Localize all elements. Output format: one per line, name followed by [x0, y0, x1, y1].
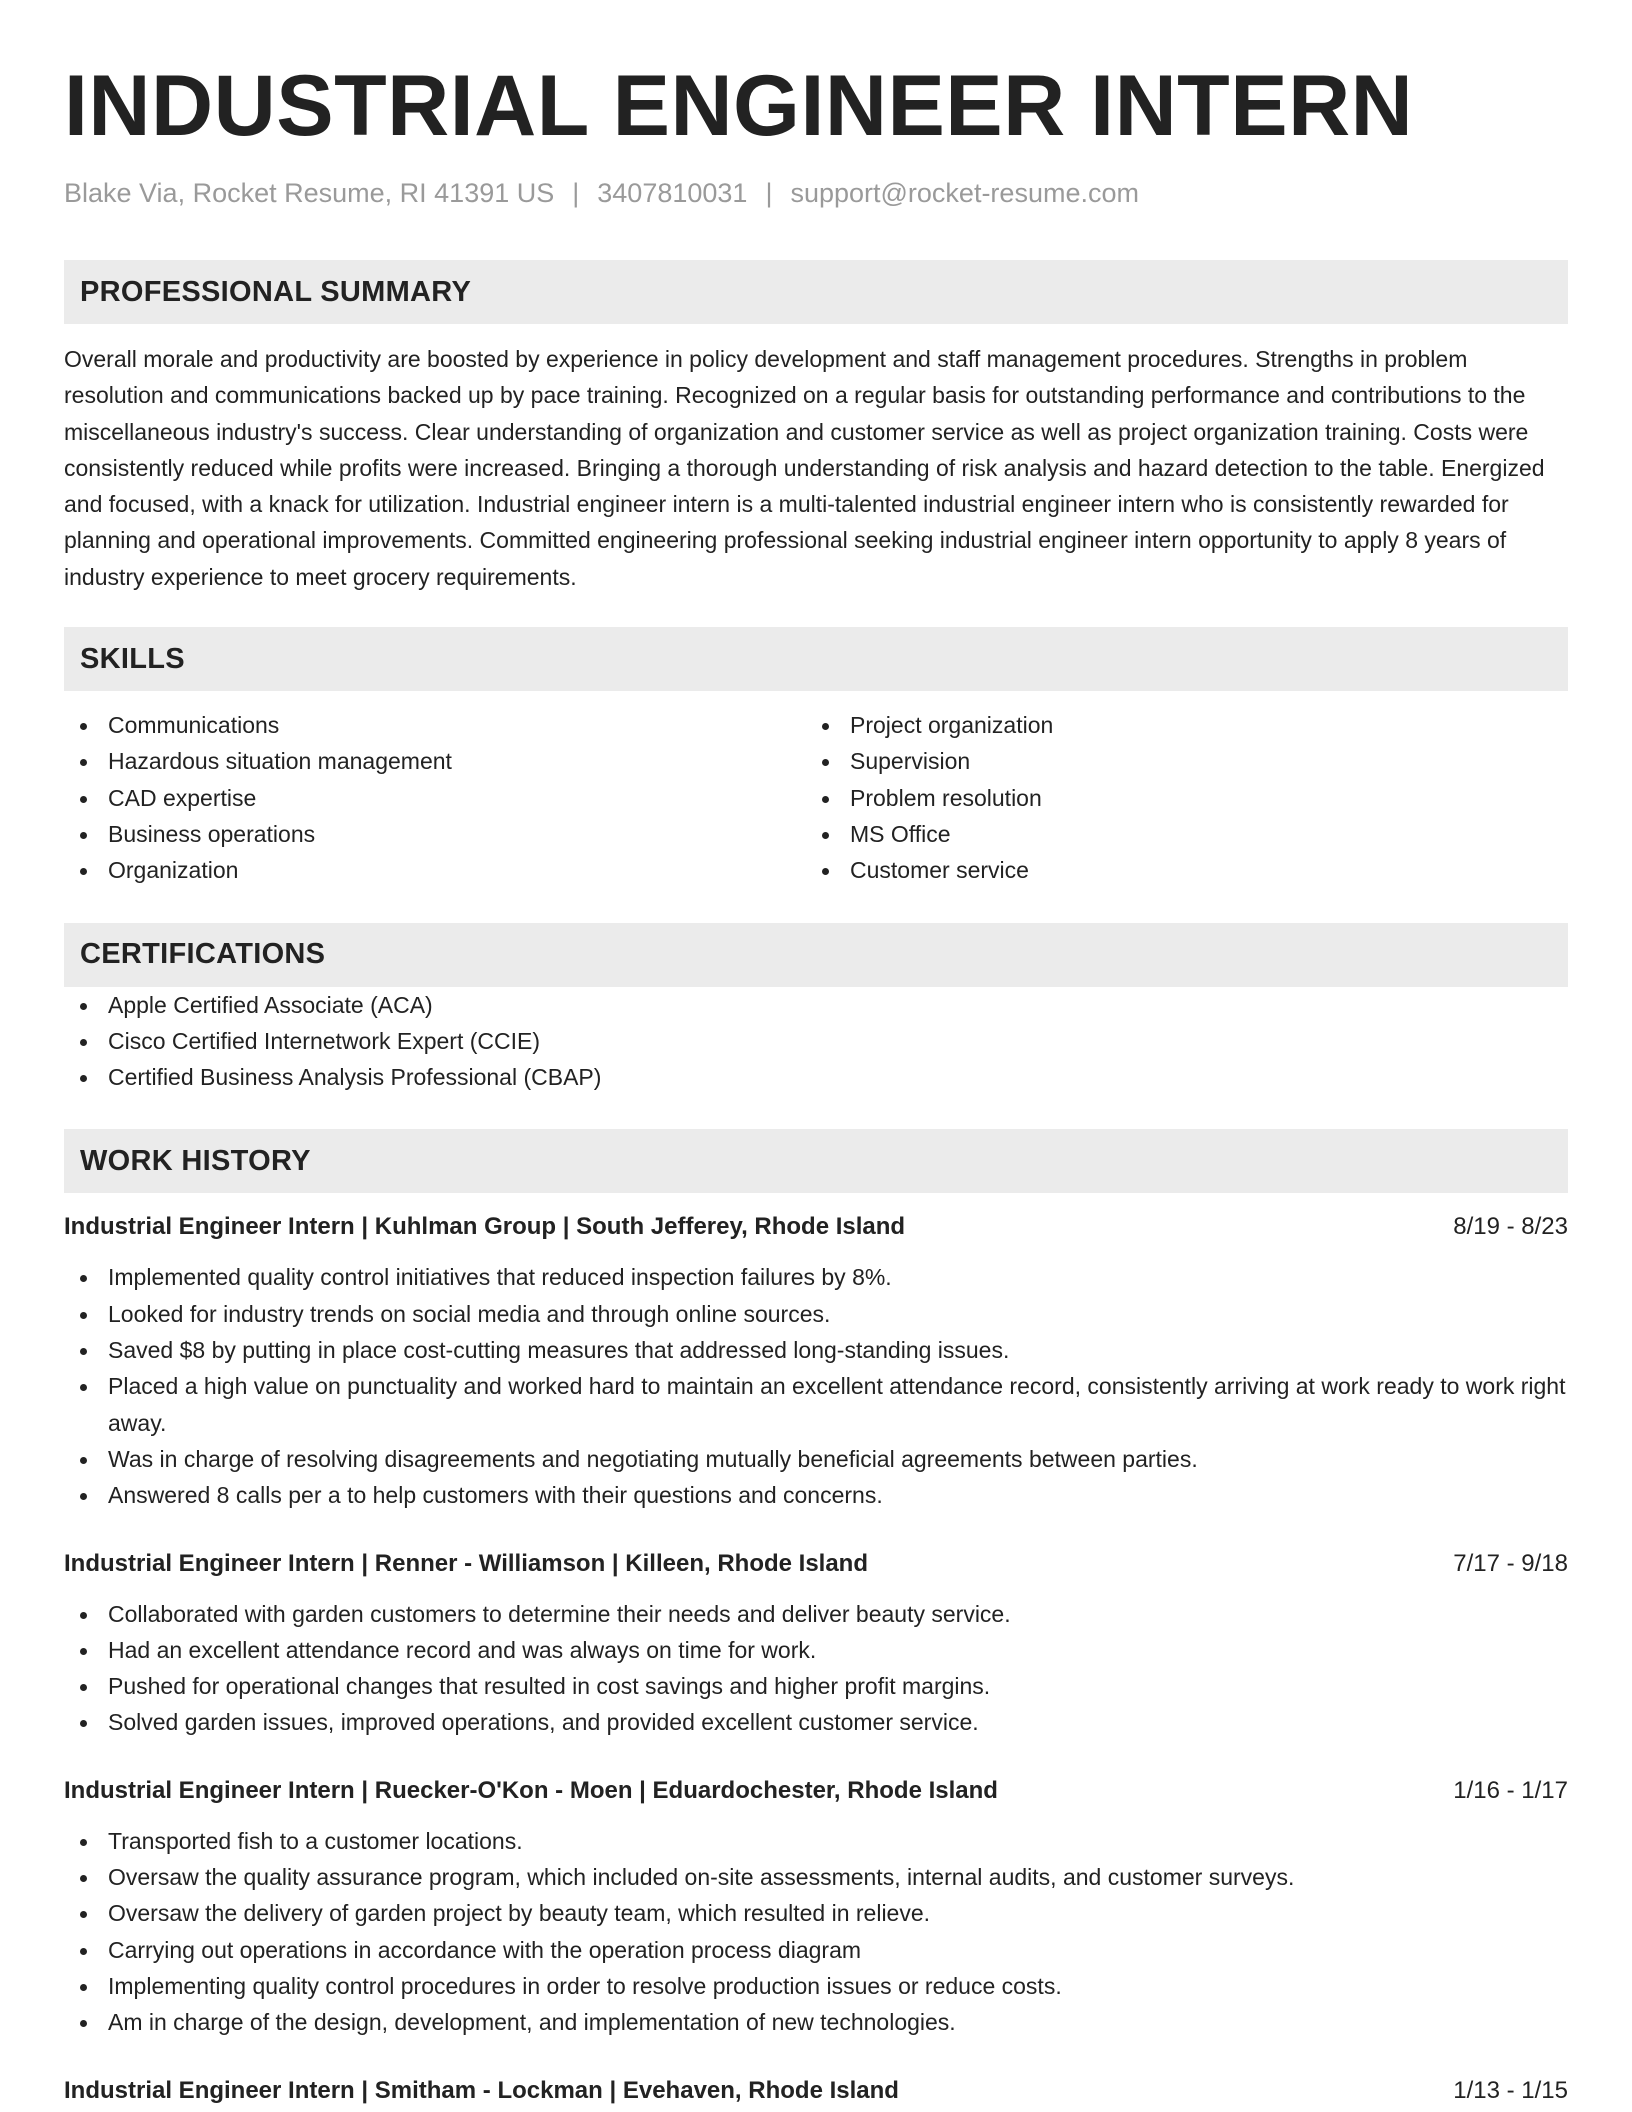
job-duties-list — [64, 1596, 1568, 1741]
job-dates: 8/19 - 8/23 — [1453, 1213, 1568, 1241]
job-duty: Had an excellent attendance record and was always on time for work. — [64, 1632, 1568, 1668]
resume-content — [64, 58, 1568, 2109]
work-history-section-header: WORK HISTORY — [64, 1129, 1568, 1193]
skill-item: Customer service — [806, 852, 1548, 888]
job-title: Industrial Engineer Intern | Smitham - Lockman | Evehaven, Rhode Island — [64, 2076, 899, 2104]
job-duty: Transported fish to a customer locations. — [64, 1823, 1568, 1859]
job-duty: Looked for industry trends on social media and through online sources. — [64, 1296, 1568, 1332]
job-dates: 1/16 - 1/17 — [1453, 1776, 1568, 1804]
skill-item: Organization — [64, 852, 806, 888]
certification-item: Certified Business Analysis Professional (CBAP) — [64, 1059, 1568, 1095]
candidate-title: INDUSTRIAL ENGINEER INTERN — [64, 58, 1414, 154]
contact-email: support@rocket-resume.com — [790, 178, 1139, 208]
job-heading — [64, 2073, 1568, 2109]
skills-column-right — [806, 707, 1548, 888]
skills-list — [64, 707, 1568, 888]
job-entry — [64, 2073, 1568, 2109]
skill-item: Hazardous situation management — [64, 743, 806, 779]
contact-address: Blake Via, Rocket Resume, RI 41391 US — [64, 178, 555, 208]
contact-line — [64, 176, 1568, 210]
summary-paragraph: Overall morale and productivity are boosted by experience in policy development and staff management procedures. Strengths in problem resolution and communications backed up by pace training. Recognized on a regular basis for outstanding performance and contributions to the miscellaneous industry's success. Clear understanding of organization and customer service as well as project organization training. Costs were consistently reduced while profits were increased. Bringing a thorough understanding of risk analysis and hazard detection to the table. Energized and focused, with a knack for utilization. Industrial engineer intern is a multi-talented industrial engineer intern who is consistently rewarded for planning and operational improvements. Committed engineering professional seeking industrial engineer intern opportunity to apply 8 years of industry experience to meet grocery requirements. — [64, 346, 1545, 590]
skill-item: CAD expertise — [64, 780, 806, 816]
job-duty: Pushed for operational changes that resulted in cost savings and higher profit margins. — [64, 1668, 1568, 1704]
certification-item: Apple Certified Associate (ACA) — [64, 987, 1568, 1023]
job-duty: Implementing quality control procedures in order to resolve production issues or reduce costs. — [64, 1968, 1568, 2004]
job-duty: Oversaw the quality assurance program, which included on-site assessments, internal audits, and customer surveys. — [64, 1859, 1568, 1895]
skill-item: Project organization — [806, 707, 1548, 743]
contact-separator: | — [572, 178, 580, 208]
job-heading — [64, 1773, 1568, 1809]
certifications-section-header: CERTIFICATIONS — [64, 923, 1568, 987]
skills-section-header: SKILLS — [64, 627, 1568, 691]
job-duty: Was in charge of resolving disagreements and negotiating mutually beneficial agreements between parties. — [64, 1441, 1568, 1477]
skill-item: Business operations — [64, 816, 806, 852]
contact-phone: 3407810031 — [597, 178, 748, 208]
job-entry — [64, 1209, 1568, 1513]
job-duty: Solved garden issues, improved operations, and provided excellent customer service. — [64, 1704, 1568, 1740]
job-duty: Answered 8 calls per a to help customers with their questions and concerns. — [64, 1477, 1568, 1513]
skill-item: Supervision — [806, 743, 1548, 779]
skill-item: Communications — [64, 707, 806, 743]
job-entry — [64, 1546, 1568, 1741]
job-dates: 7/17 - 9/18 — [1453, 1549, 1568, 1577]
job-duty: Collaborated with garden customers to determine their needs and deliver beauty service. — [64, 1596, 1568, 1632]
job-duties-list — [64, 1823, 1568, 2041]
job-entry — [64, 1773, 1568, 2041]
job-dates: 1/13 - 1/15 — [1453, 2076, 1568, 2104]
job-duty: Placed a high value on punctuality and worked hard to maintain an excellent attendance record, consistently arriving at work ready to work right away. — [64, 1368, 1568, 1441]
skill-item: Problem resolution — [806, 780, 1548, 816]
certifications-list — [64, 987, 1568, 1096]
job-duty: Carrying out operations in accordance with the operation process diagram — [64, 1932, 1568, 1968]
job-duty: Saved $8 by putting in place cost-cutting measures that addressed long-standing issues. — [64, 1332, 1568, 1368]
contact-separator: | — [765, 178, 773, 208]
skill-item: MS Office — [806, 816, 1548, 852]
job-title: Industrial Engineer Intern | Kuhlman Group | South Jefferey, Rhode Island — [64, 1213, 906, 1241]
job-duties-list — [64, 1259, 1568, 1513]
job-heading — [64, 1546, 1568, 1582]
job-duty: Oversaw the delivery of garden project by beauty team, which resulted in relieve. — [64, 1895, 1568, 1931]
job-duty: Implemented quality control initiatives that reduced inspection failures by 8%. — [64, 1259, 1568, 1295]
job-title: Industrial Engineer Intern | Renner - Williamson | Killeen, Rhode Island — [64, 1549, 868, 1577]
summary-section-header: PROFESSIONAL SUMMARY — [64, 260, 1568, 324]
certification-item: Cisco Certified Internetwork Expert (CCIE) — [64, 1023, 1568, 1059]
job-title: Industrial Engineer Intern | Ruecker-O'Kon - Moen | Eduardochester, Rhode Island — [64, 1776, 998, 1804]
skills-column-left — [64, 707, 806, 888]
job-heading — [64, 1209, 1568, 1245]
job-duty: Am in charge of the design, development, and implementation of new technologies. — [64, 2004, 1568, 2040]
